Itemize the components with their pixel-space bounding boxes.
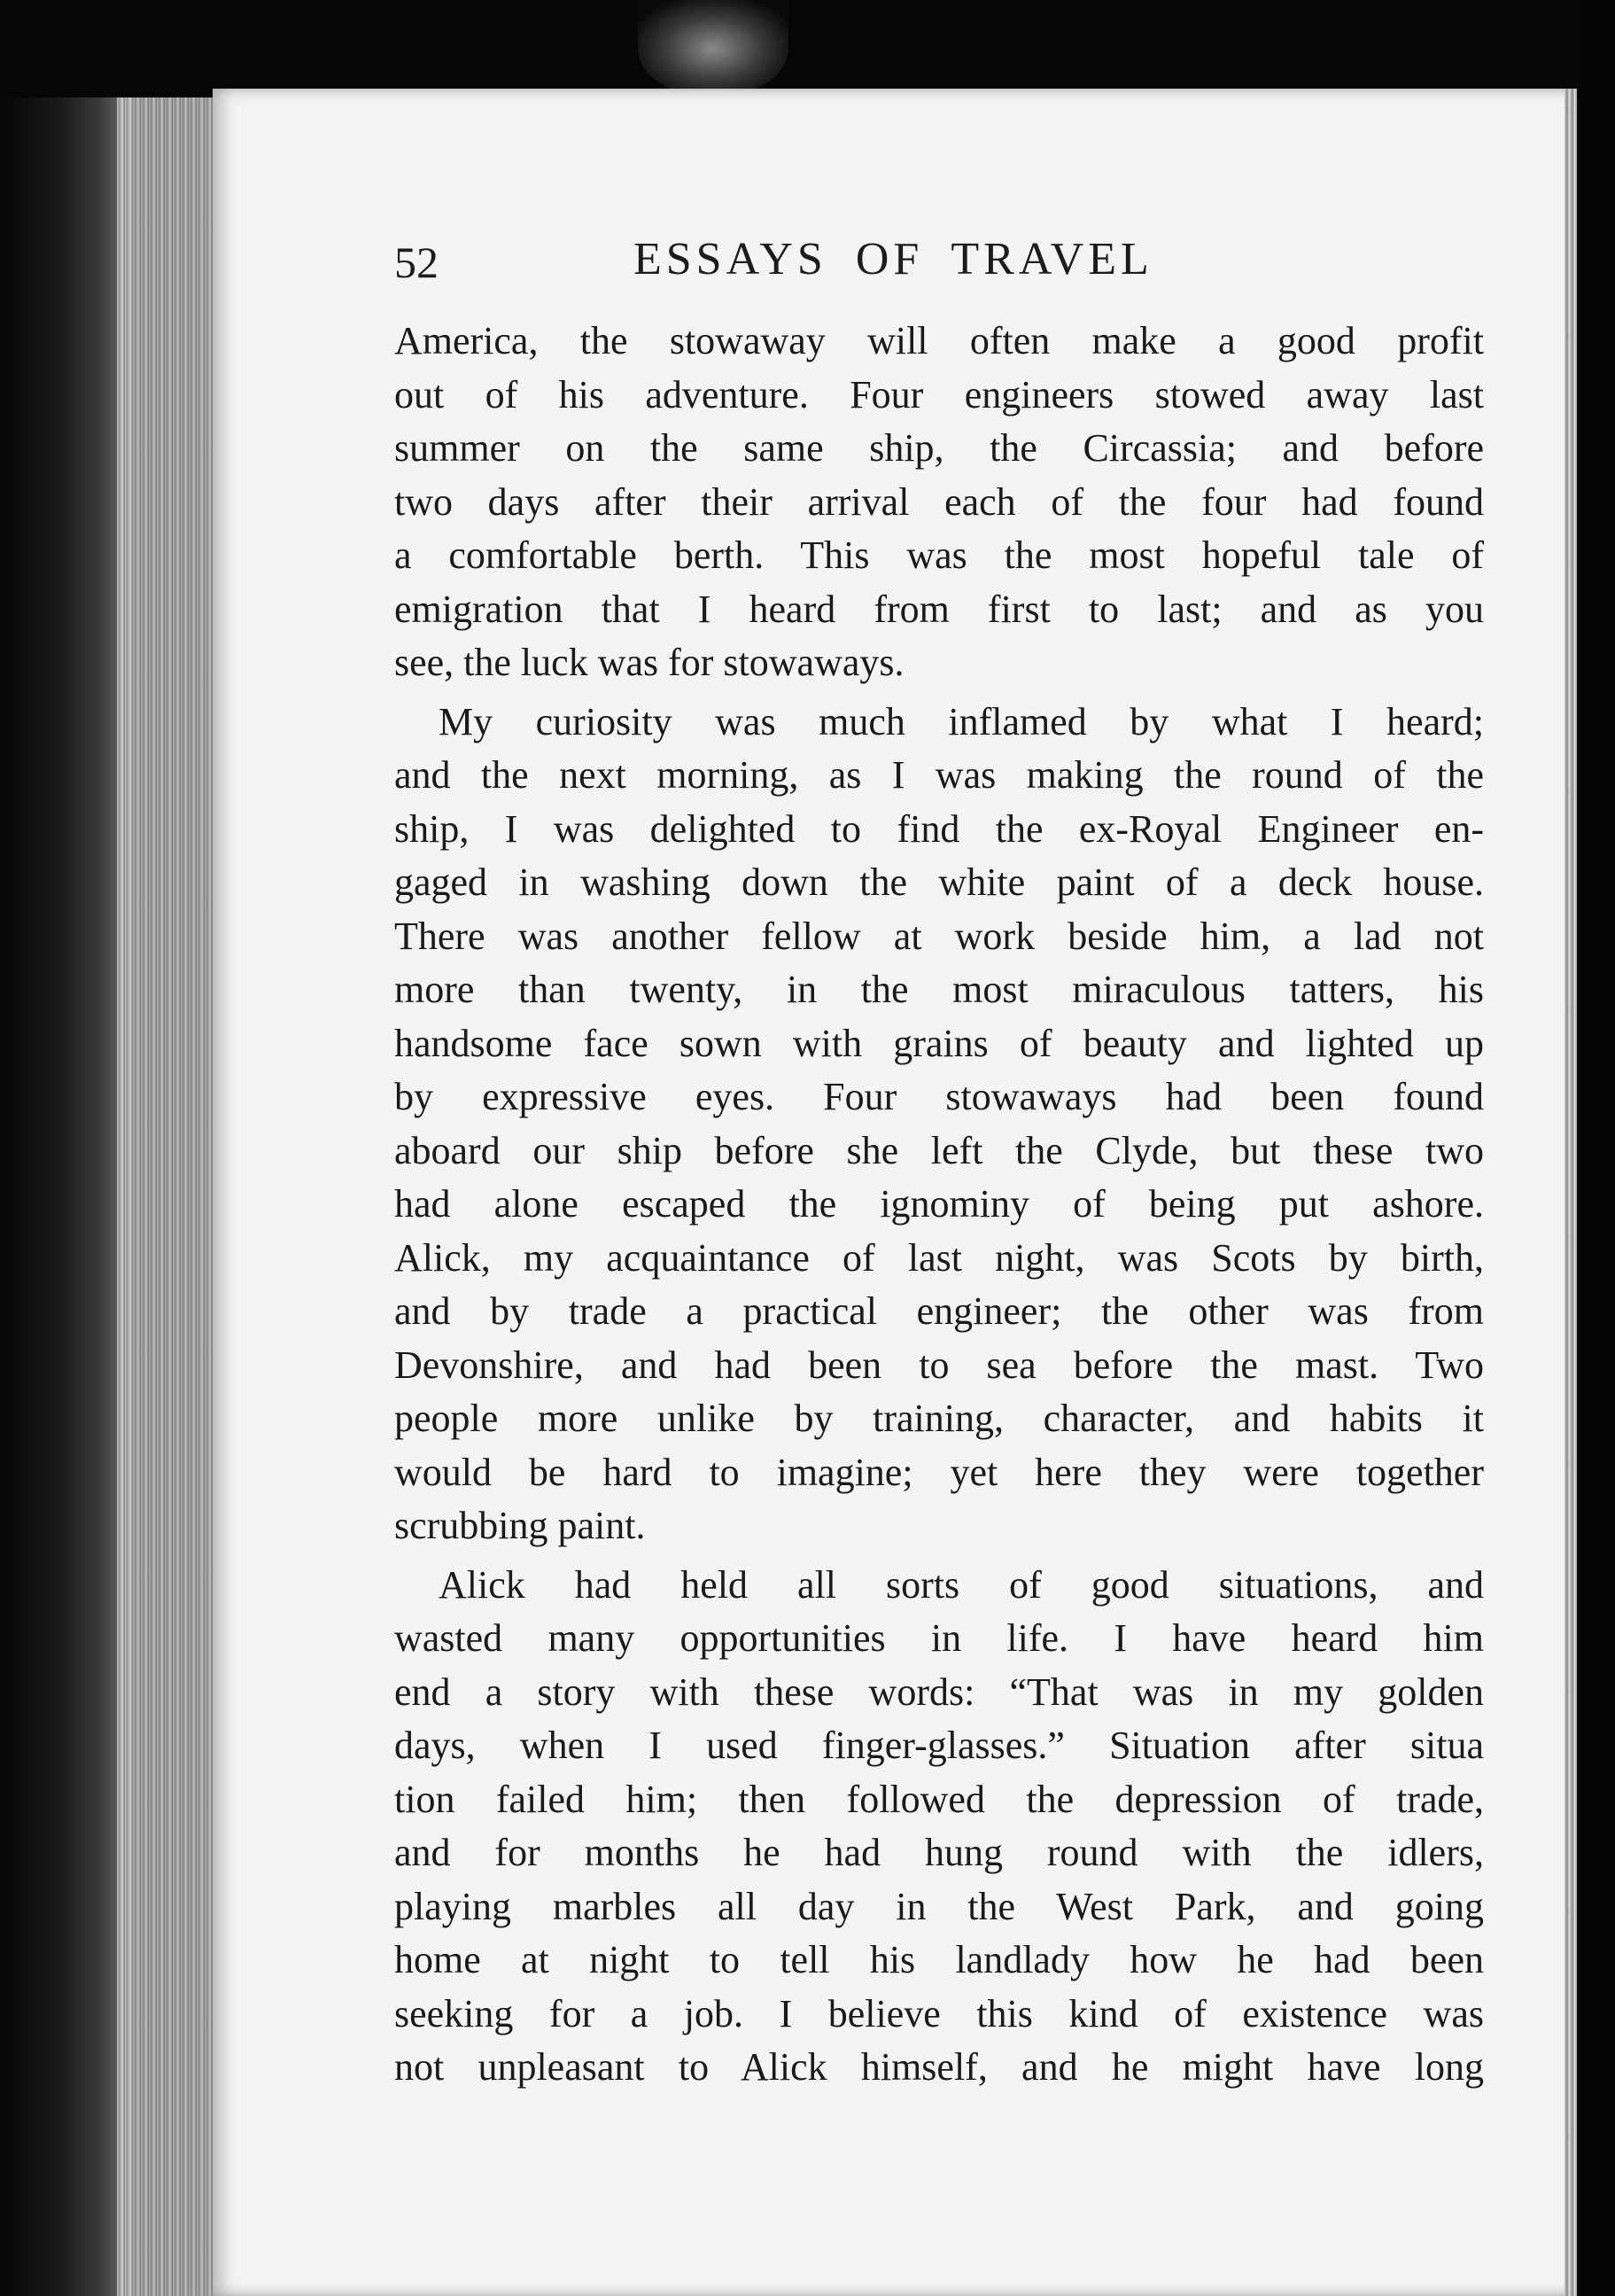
text-line: people more unlike by training, character, and habits it <box>394 1397 1484 1440</box>
text-line: ship, I was delighted to find the ex-Royal Engineer en- <box>394 806 1484 851</box>
text-line: see, the luck was for stowaways. <box>394 641 905 684</box>
text-line: Alick had held all sorts of good situations, and <box>439 1562 1484 1607</box>
text-line: America, the stowaway will often make a good profit <box>394 319 1484 362</box>
text-line: by expressive eyes. Four stowaways had been found <box>394 1075 1484 1118</box>
running-head <box>394 226 1236 297</box>
text-line: a comfortable berth. This was the most hopeful tale of <box>394 533 1484 577</box>
text-line: tion failed him; then followed the depression of trade, <box>394 1777 1484 1821</box>
page-edges-left <box>117 89 214 2296</box>
scan-right-shadow <box>1580 0 1615 2296</box>
text-line: had alone escaped the ignominy of being put ashore. <box>394 1182 1484 1226</box>
text-line: seeking for a job. I believe this kind of existence was <box>394 1991 1484 2035</box>
scan-top-shadow <box>0 0 1615 97</box>
text-line: more than twenty, in the most miraculous tatters, his <box>394 968 1484 1011</box>
page-number: 52 <box>394 237 439 287</box>
text-line: home at night to tell his landlady how he had been <box>394 1938 1484 1981</box>
text-line: There was another fellow at work beside him, a lad not <box>394 914 1484 958</box>
text-line: would be hard to imagine; yet here they were together <box>394 1450 1484 1494</box>
text-line: aboard our ship before she left the Clyde, but these two <box>394 1128 1484 1172</box>
text-line: and the next morning, as I was making the round of the <box>394 753 1484 797</box>
running-title: ESSAYS OF TRAVEL <box>633 234 1153 284</box>
body-text <box>394 315 1484 2095</box>
text-line: handsome face sown with grains of beauty and lighted up <box>394 1021 1484 1065</box>
text-line: My curiosity was much inflamed by what I heard; <box>439 699 1484 743</box>
text-line: wasted many opportunities in life. I have heard him <box>394 1616 1484 1660</box>
text-line: and by trade a practical engineer; the other was from <box>394 1289 1484 1333</box>
text-line: playing marbles all day in the West Park, and going <box>394 1884 1484 1928</box>
page-edges-right <box>1565 89 1577 2296</box>
text-line: out of his adventure. Four engineers stowed away last <box>394 372 1484 416</box>
text-line: days, when I used finger-glasses.” Situation after situa <box>394 1724 1484 1767</box>
text-line: summer on the same ship, the Circassia; and before <box>394 426 1484 470</box>
text-line: scrubbing paint. <box>394 1504 646 1547</box>
text-line: not unpleasant to Alick himself, and he might have long <box>394 2045 1484 2089</box>
text-line: gaged in washing down the white paint of a deck house. <box>394 860 1484 904</box>
text-line: Alick, my acquaintance of last night, was Scots by birth, <box>394 1235 1484 1280</box>
text-line: end a story with these words: “That was in my golden <box>394 1669 1484 1714</box>
text-line: emigration that I heard from first to last; and as you <box>394 587 1484 631</box>
text-line: Devonshire, and had been to sea before the mast. Two <box>394 1343 1484 1387</box>
text-line: two days after their arrival each of the four had found <box>394 479 1484 524</box>
binding-shadow-left <box>0 0 133 2296</box>
book-clip <box>638 0 788 97</box>
text-line: and for months he had hung round with the idlers, <box>394 1831 1484 1874</box>
